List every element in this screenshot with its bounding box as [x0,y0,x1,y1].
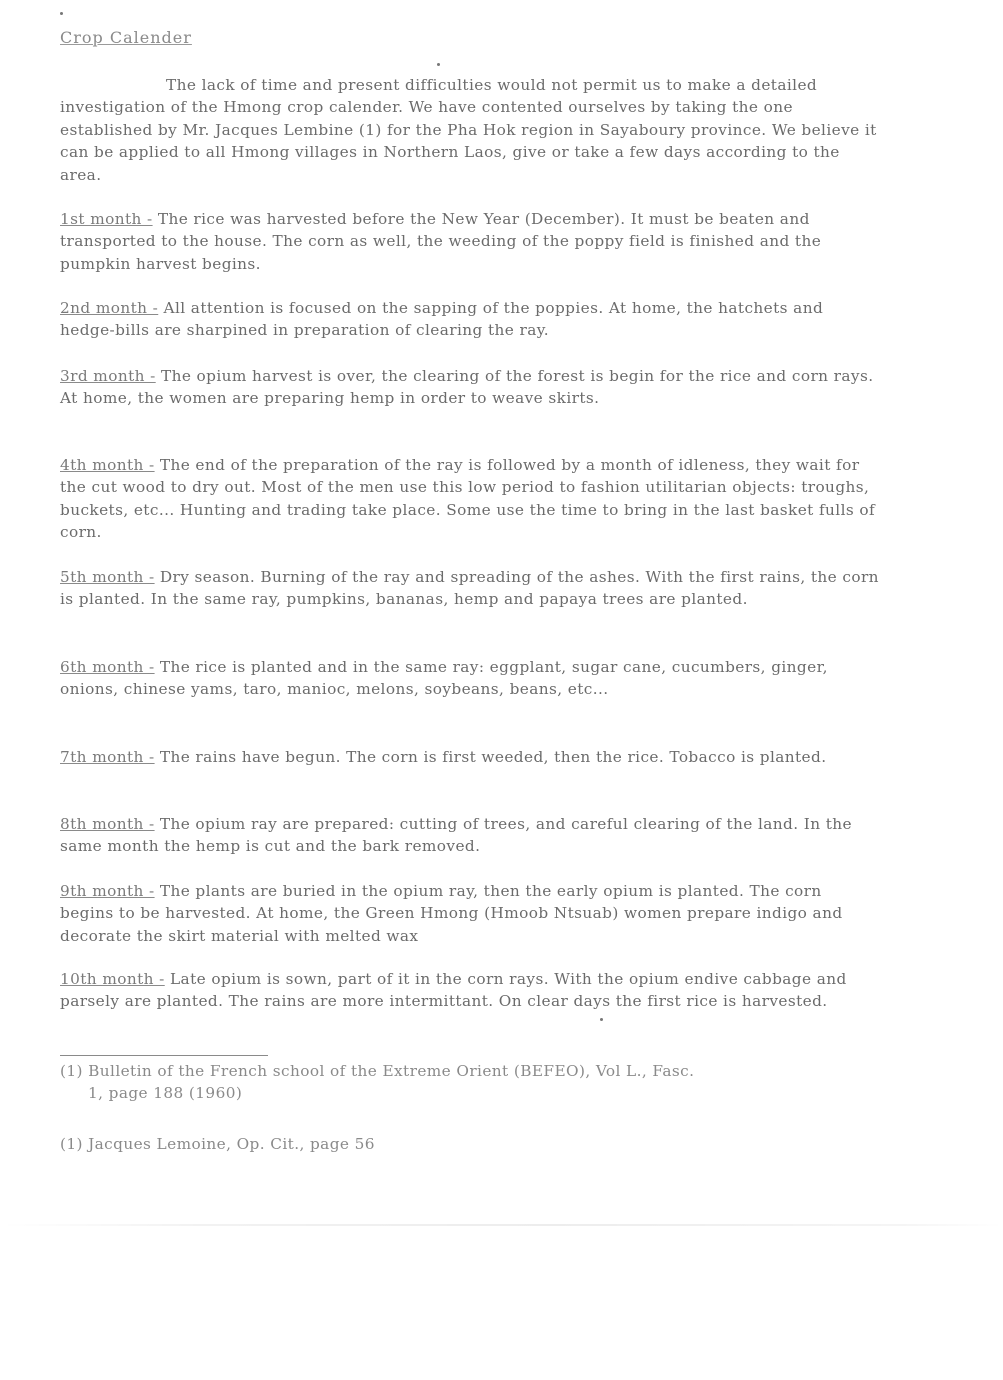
scan-speck [600,1018,603,1021]
scan-speck [437,63,440,66]
footnote-2 [60,1133,880,1155]
month-label: 4th month - [60,456,155,474]
footnote-1 [60,1060,880,1105]
month-entry-9 [60,880,880,947]
month-label: 3rd month - [60,367,156,385]
month-text: All attention is focused on the sapping of the poppies. At home, the hatchets and hedge-bills are sharpined in preparation of clearing the ray. [60,299,824,340]
month-text: The rains have begun. The corn is first weeded, then the rice. Tobacco is planted. [154,748,827,766]
month-text: The plants are buried in the opium ray, then the early opium is planted. The corn begins to be harvested. At home, the Green Hmong (Hmoob Ntsuab) women prepare indigo and decorate the skirt material with melted wax [60,882,843,945]
month-entry-7 [60,746,880,768]
month-entry-8 [60,813,880,858]
month-label: 10th month - [60,970,165,988]
month-label: 6th month - [60,658,155,676]
month-entry-10 [60,968,880,1013]
scan-speck [60,12,63,15]
month-text: The rice is planted and in the same ray: eggplant, sugar cane, cucumbers, ginger, onions, chinese yams, taro, manioc, melons, soybeans, beans, etc... [60,658,828,699]
month-entry-2 [60,297,880,342]
intro-paragraph: The lack of time and present difficulties would not permit us to make a detailed investigation of the Hmong crop calender. We have contented ourselves by taking the one established by Mr. Jacques Lembine (1) for the Pha Hok region in Sayaboury province. We believe it can be applied to all Hmong villages in Northern Laos, give or take a few days according to the area. [60,76,877,184]
month-text: Dry season. Burning of the ray and spreading of the ashes. With the first rains, the corn is planted. In the same ray, pumpkins, bananas, hemp and papaya trees are planted. [60,568,879,609]
month-entry-4 [60,454,880,544]
month-text: Late opium is sown, part of it in the corn rays. With the opium endive cabbage and parsely are planted. The rains are more intermittant. On clear days the first rice is harvested. [60,970,847,1011]
month-entry-6 [60,656,880,701]
month-label: 7th month - [60,748,155,766]
footnote-divider [60,1055,268,1056]
month-label: 5th month - [60,568,155,586]
page-title: Crop Calender [60,28,192,47]
footnote-text: (1) Bulletin of the French school of the Extreme Orient (BEFEO), Vol L., Fasc. [60,1062,695,1080]
month-entry-3 [60,365,880,410]
scan-edge-shadow [0,1224,1003,1226]
month-label: 8th month - [60,815,155,833]
month-text: The rice was harvested before the New Year (December). It must be beaten and transported to the house. The corn as well, the weeding of the poppy field is finished and the pumpkin harvest begins. [60,210,822,273]
footnote-text: (1) Jacques Lemoine, Op. Cit., page 56 [60,1135,375,1153]
month-text: The opium harvest is over, the clearing of the forest is begin for the rice and corn rays. At home, the women are preparing hemp in order to weave skirts. [60,367,874,408]
footnote-text-continued: 1, page 188 (1960) [88,1084,243,1103]
month-entry-1 [60,208,880,275]
month-text: The opium ray are prepared: cutting of trees, and careful clearing of the land. In the same month the hemp is cut and the bark removed. [60,815,852,856]
month-label: 1st month - [60,210,153,228]
month-label: 9th month - [60,882,155,900]
month-entry-5 [60,566,880,611]
month-text: The end of the preparation of the ray is followed by a month of idleness, they wait for the cut wood to dry out. Most of the men use this low period to fashion utilitarian objects: troughs, buckets, etc... Hunting and trading take place. Some use the time to bring in the last basket fulls of corn. [60,456,876,542]
month-label: 2nd month - [60,299,159,317]
